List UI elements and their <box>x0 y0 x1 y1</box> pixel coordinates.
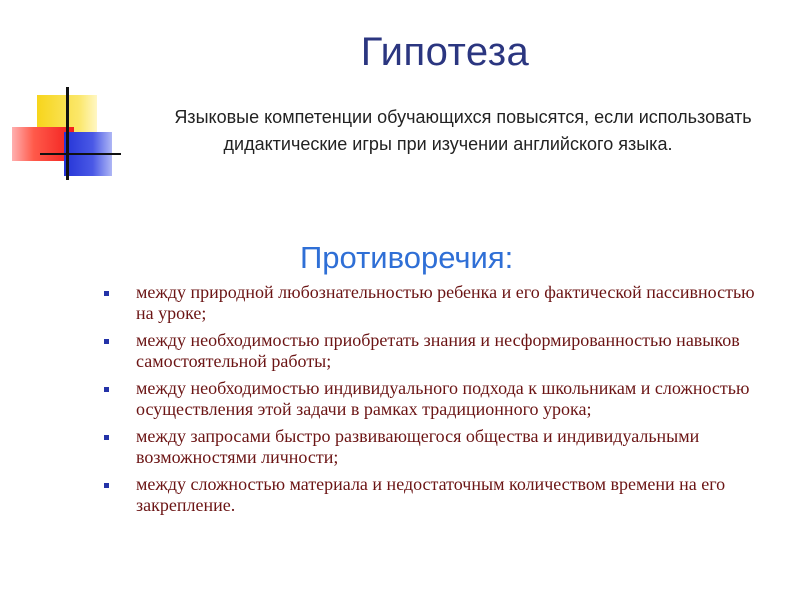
square-bullet-icon <box>104 339 109 344</box>
list-item <box>100 282 760 324</box>
list-item <box>100 474 760 516</box>
list-item-text: между запросами быстро развивающегося общества и индивидуальными возможностями личности; <box>136 426 700 467</box>
hypothesis-text: Языковые компетенции обучающихся повысятся, если использовать дидактические игры при изучении английского языка. <box>174 107 752 154</box>
square-bullet-icon <box>104 435 109 440</box>
list-item-text: между природной любознательностью ребенка и его фактической пассивностью на уроке; <box>136 282 755 323</box>
list-item-text: между сложностью материала и недостаточным количеством времени на его закрепление. <box>136 474 726 515</box>
list-item-text: между необходимостью приобретать знания и несформированностью навыков самостоятельной работы; <box>136 330 740 371</box>
list-item <box>100 330 760 372</box>
square-bullet-icon <box>104 483 109 488</box>
square-bullet-icon <box>104 291 109 296</box>
list-item <box>100 426 760 468</box>
decorative-vertical-line <box>66 87 69 180</box>
list-item-text: между необходимостью индивидуального подхода к школьникам и сложностью осуществления этой задачи в рамках традиционного урока; <box>136 378 750 419</box>
contradictions-heading: Противоречия: <box>300 240 514 275</box>
square-bullet-icon <box>104 387 109 392</box>
contradictions-list <box>100 282 760 522</box>
slide-title: Гипотеза <box>360 30 530 74</box>
decorative-horizontal-line <box>40 153 121 155</box>
list-item <box>100 378 760 420</box>
